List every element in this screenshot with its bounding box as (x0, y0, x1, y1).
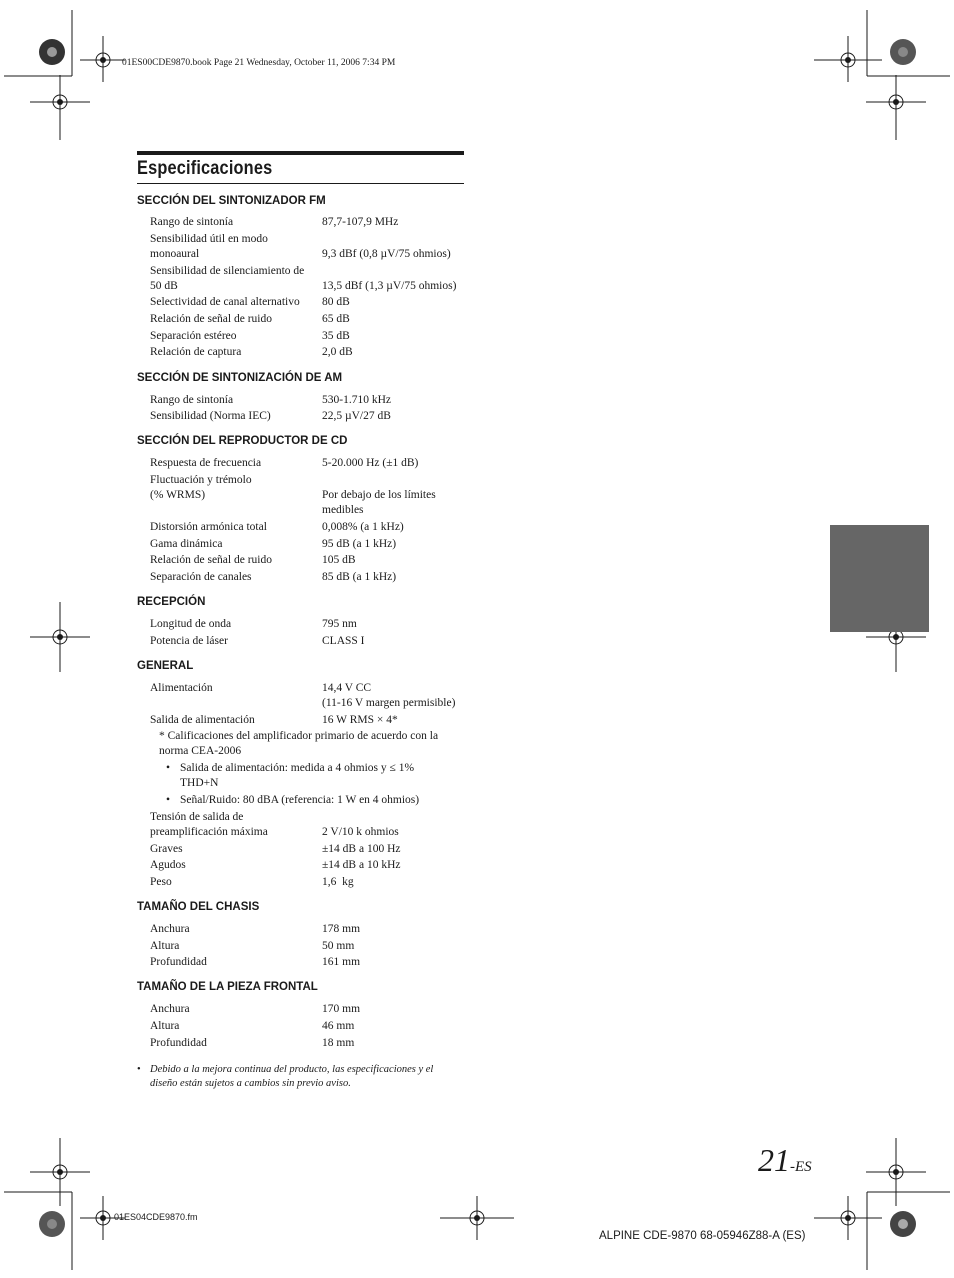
spec-value: 95 dB (a 1 kHz) (322, 538, 397, 550)
bullet-text-cont: THD+N (180, 777, 219, 789)
spec-label: Sensibilidad (Norma IEC) (150, 410, 271, 422)
spec-value: 5-20.000 Hz (±1 dB) (322, 457, 419, 469)
spec-label: Anchura (150, 1003, 190, 1015)
spec-label: Tensión de salida de (150, 811, 244, 823)
spec-label: Separación de canales (150, 571, 252, 583)
spec-value: 1,6 kg (322, 876, 354, 888)
spec-label: Rango de sintonía (150, 216, 234, 228)
spec-value: Por debajo de los límites (322, 489, 436, 501)
spec-value: 2 V/10 k ohmios (322, 826, 399, 838)
spec-value: 46 mm (322, 1020, 355, 1032)
spec-label: Selectividad de canal alternativo (150, 296, 300, 308)
spec-value: 178 mm (322, 923, 361, 935)
page-suffix: -ES (790, 1159, 812, 1175)
spec-label: Peso (150, 876, 172, 888)
spec-label: Agudos (150, 859, 186, 871)
spec-label: Relación de captura (150, 346, 242, 358)
spec-label: Gama dinámica (150, 538, 223, 550)
bullet-symbol: • (166, 794, 171, 806)
spec-value: 50 mm (322, 940, 355, 952)
title-top-rule (137, 151, 464, 155)
page-number (758, 1142, 812, 1185)
page-number-value: 21 (758, 1142, 790, 1178)
title-block (137, 151, 464, 184)
spec-value: ±14 dB a 100 Hz (322, 843, 401, 855)
spec-value: ±14 dB a 10 kHz (322, 859, 401, 871)
spec-value: 105 dB (322, 554, 356, 566)
spec-value-cont: (11-16 V margen permisible) (322, 697, 456, 709)
spec-label: Alimentación (150, 682, 213, 694)
bullet-text: Salida de alimentación: medida a 4 ohmios y ≤ 1% (180, 762, 415, 774)
spec-label: Sensibilidad de silenciamiento de (150, 265, 305, 277)
spec-label: Sensibilidad útil en modo (150, 233, 268, 245)
spec-label: Relación de señal de ruido (150, 554, 272, 566)
disclaimer-line2: diseño están sujetos a cambios sin previo aviso. (150, 1078, 351, 1089)
disclaimer-line1: Debido a la mejora continua del producto, las especificaciones y el (150, 1064, 434, 1075)
title-bottom-rule (137, 183, 464, 184)
spec-label: Distorsión armónica total (150, 521, 267, 533)
spec-label: Respuesta de frecuencia (150, 457, 262, 469)
section-heading-reception: RECEPCIÓN (137, 596, 206, 608)
spec-label: Fluctuación y trémolo (150, 474, 252, 486)
spec-label: Altura (150, 940, 180, 952)
spec-value: 795 nm (322, 618, 357, 630)
spec-label: Anchura (150, 923, 190, 935)
page-title: Especificaciones (137, 158, 273, 179)
spec-value: 35 dB (322, 330, 350, 342)
spec-label: Separación estéreo (150, 330, 237, 342)
spec-value: 65 dB (322, 313, 350, 325)
spec-value: 87,7-107,9 MHz (322, 216, 399, 228)
spec-label: Profundidad (150, 1037, 207, 1049)
spec-label-cont: monoaural (150, 248, 200, 260)
footnote-cont: norma CEA-2006 (159, 745, 242, 757)
spec-value-cont: medibles (322, 504, 364, 516)
spec-value: 18 mm (322, 1037, 355, 1049)
section-heading-chassis: TAMAÑO DEL CHASIS (137, 901, 260, 913)
spec-value: 9,3 dBf (0,8 µV/75 ohmios) (322, 248, 451, 260)
chapter-tab (830, 525, 929, 632)
bullet-symbol: • (137, 1064, 141, 1075)
bullet-symbol: • (166, 762, 171, 774)
spec-label: Graves (150, 843, 183, 855)
spec-label: Profundidad (150, 956, 207, 968)
spec-value: 22,5 µV/27 dB (322, 410, 391, 422)
section-heading-fm: SECCIÓN DEL SINTONIZADOR FM (137, 195, 326, 207)
spec-value: 170 mm (322, 1003, 361, 1015)
spec-value: 80 dB (322, 296, 350, 308)
spec-label: Potencia de láser (150, 635, 228, 647)
spec-label-cont: 50 dB (150, 280, 178, 292)
section-heading-cd: SECCIÓN DEL REPRODUCTOR DE CD (137, 435, 348, 447)
print-header: 01ES00CDE9870.book Page 21 Wednesday, October 11, 2006 7:34 PM (122, 58, 396, 68)
spec-value: 530-1.710 kHz (322, 394, 391, 406)
spec-label: Relación de señal de ruido (150, 313, 272, 325)
print-footer: 01ES04CDE9870.fm (114, 1212, 198, 1222)
footnote: * Calificaciones del amplificador primario de acuerdo con la (159, 730, 439, 742)
spec-label: Longitud de onda (150, 618, 232, 630)
section-heading-front: TAMAÑO DE LA PIEZA FRONTAL (137, 981, 318, 993)
spec-value: 13,5 dBf (1,3 µV/75 ohmios) (322, 280, 457, 292)
section-heading-am: SECCIÓN DE SINTONIZACIÓN DE AM (137, 372, 343, 384)
spec-value: 16 W RMS × 4* (322, 714, 398, 726)
spec-label: Rango de sintonía (150, 394, 234, 406)
model-footer: ALPINE CDE-9870 68-05946Z88-A (ES) (599, 1230, 806, 1242)
spec-label: Salida de alimentación (150, 714, 255, 726)
spec-value: 14,4 V CC (322, 682, 372, 694)
spec-label-cont: (% WRMS) (150, 489, 206, 501)
spec-value: 0,008% (a 1 kHz) (322, 521, 404, 533)
bullet-text: Señal/Ruido: 80 dBA (referencia: 1 W en 4 ohmios) (180, 794, 420, 806)
spec-label-cont: preamplificación máxima (150, 826, 268, 838)
spec-value: 85 dB (a 1 kHz) (322, 571, 397, 583)
spec-value: 161 mm (322, 956, 361, 968)
section-heading-general: GENERAL (137, 660, 194, 672)
spec-value: CLASS I (322, 635, 365, 647)
spec-value: 2,0 dB (322, 346, 353, 358)
spec-label: Altura (150, 1020, 180, 1032)
